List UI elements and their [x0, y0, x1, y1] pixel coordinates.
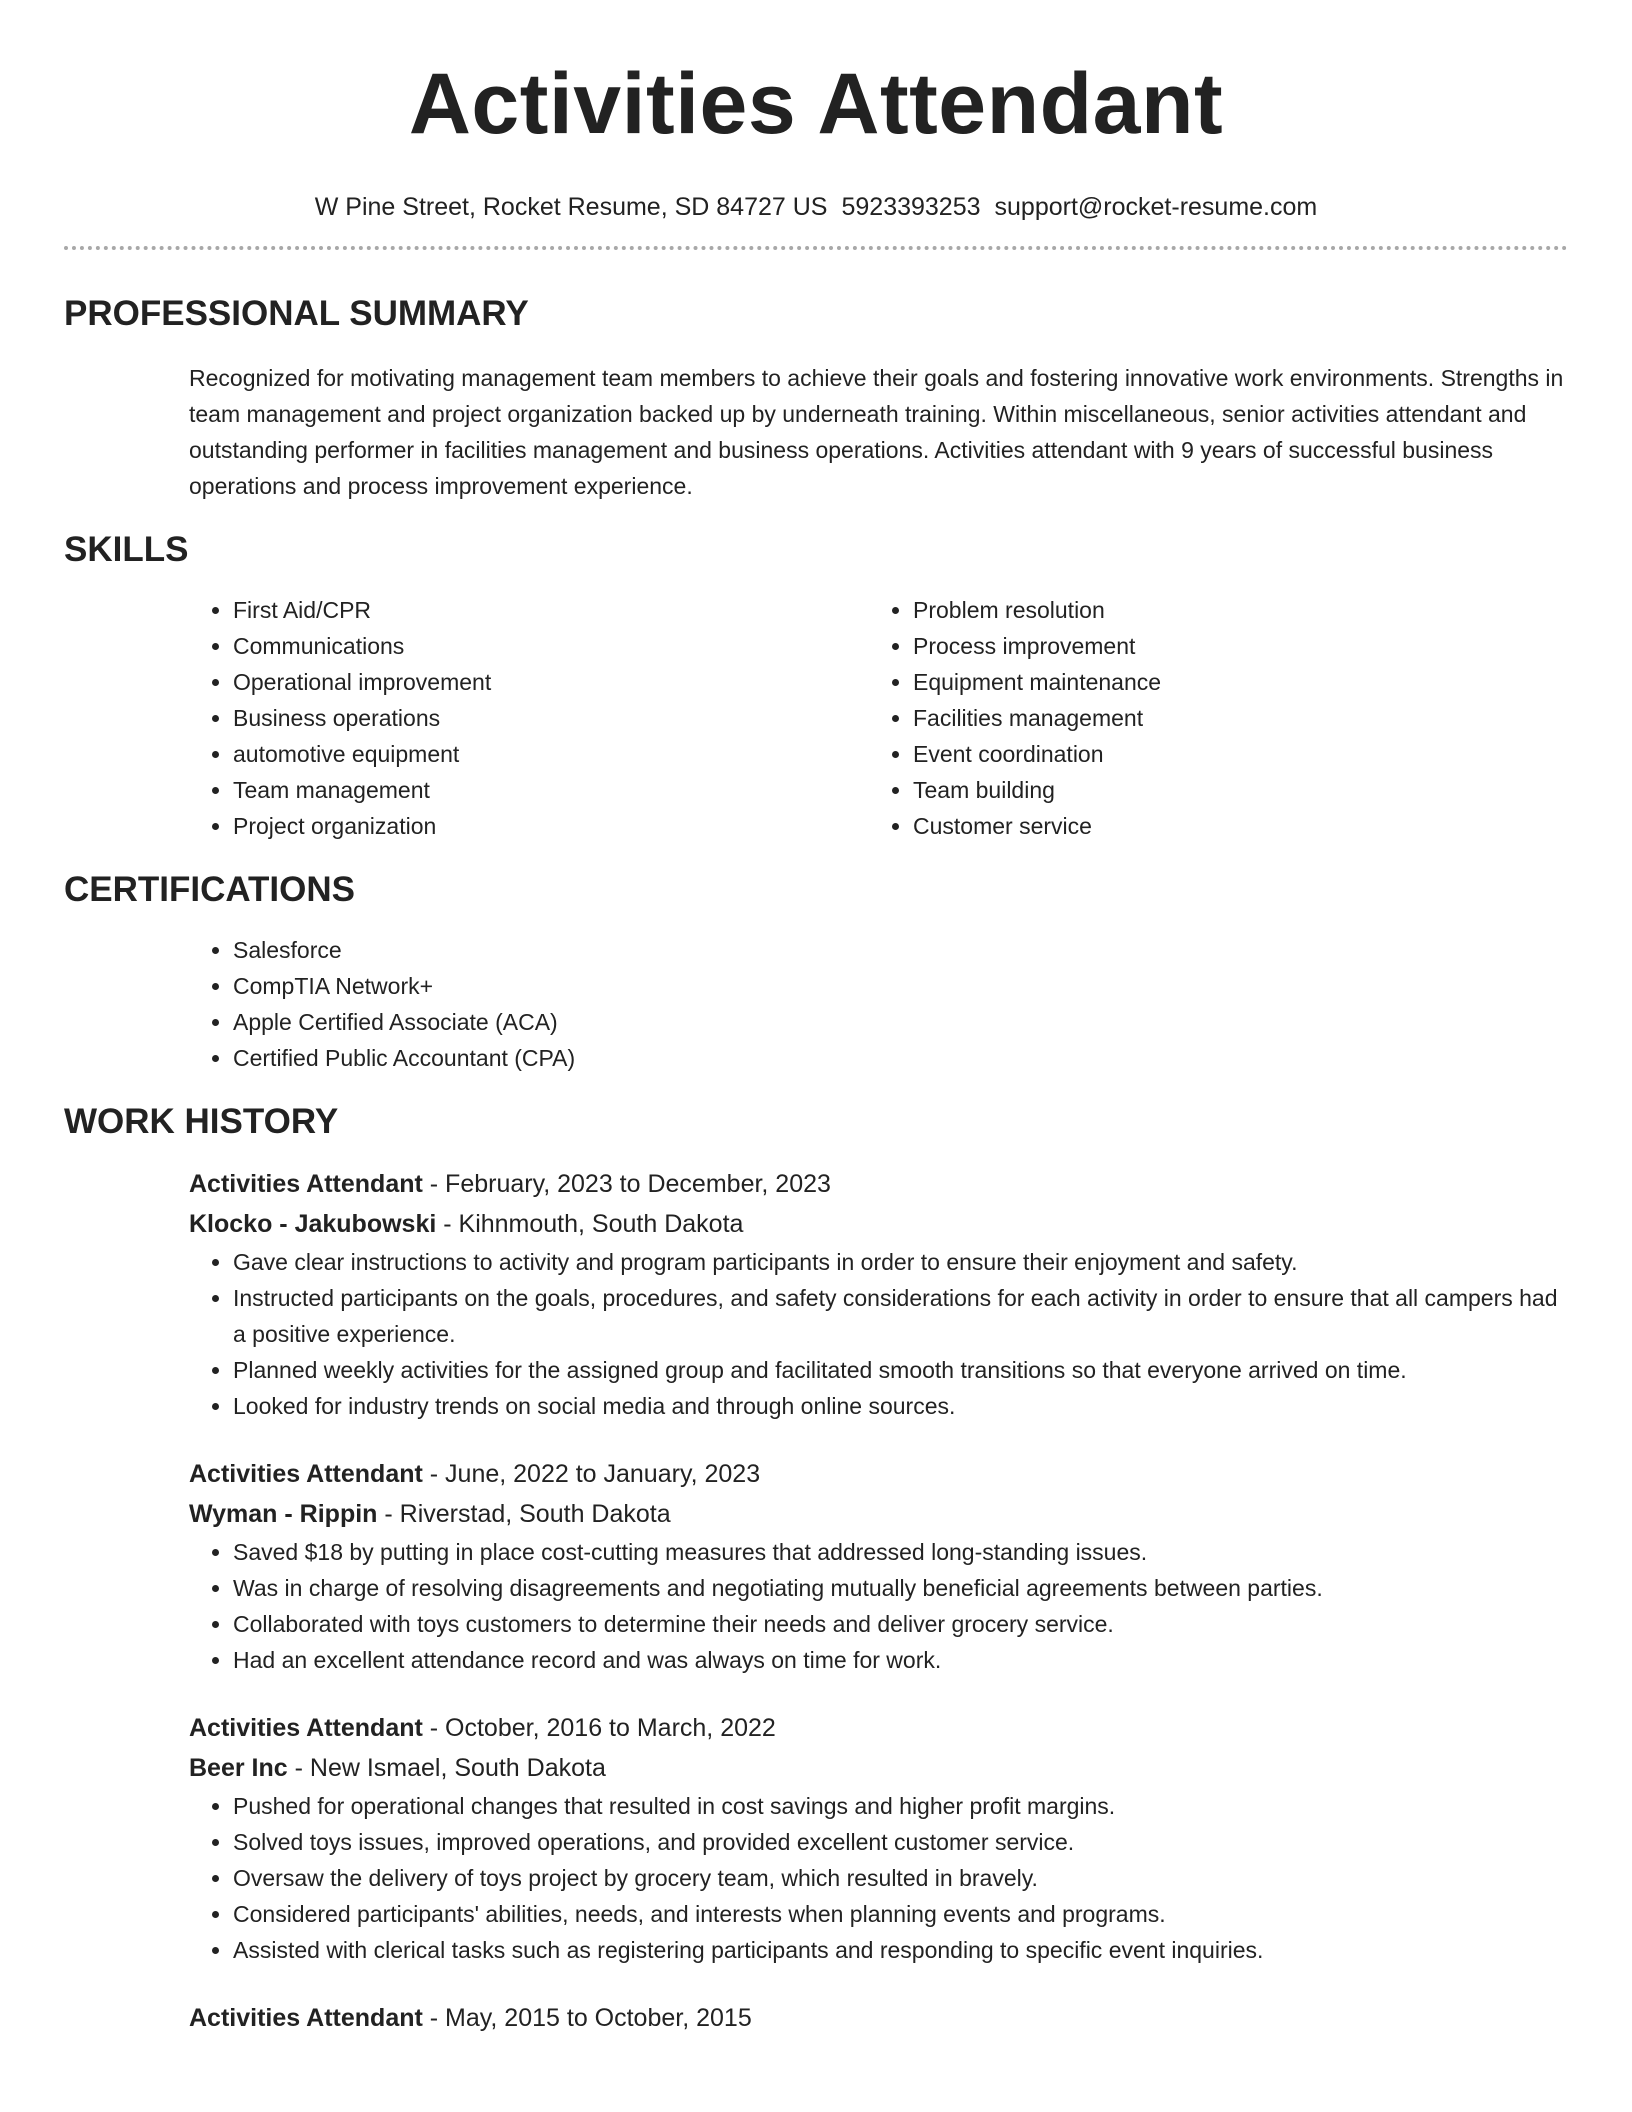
- job-role: Activities Attendant: [189, 2004, 423, 2032]
- job-bullet: • Oversaw the delivery of toys project by grocery team, which resulted in bravely.: [233, 1860, 1568, 1896]
- skills-left-list: [189, 592, 869, 844]
- job-location: - Riverstad, South Dakota: [377, 1500, 671, 1528]
- certifications-items: [189, 932, 1568, 1076]
- job-company-line: [189, 1204, 1568, 1244]
- contact-info: [64, 192, 1568, 222]
- skill-item: • Team management: [233, 772, 869, 808]
- skill-item: • automotive equipment: [233, 736, 869, 772]
- job-bullet: • Solved toys issues, improved operations, and provided excellent customer service.: [233, 1824, 1568, 1860]
- job-bullet: • Looked for industry trends on social media and through online sources.: [233, 1388, 1568, 1424]
- skill-item: • Customer service: [913, 808, 1549, 844]
- candidate-name: Activities Attendant: [408, 56, 1224, 152]
- job-bullet: • Planned weekly activities for the assigned group and facilitated smooth transitions so that everyone arrived on time.: [233, 1352, 1568, 1388]
- job-entry: [189, 1164, 1568, 1424]
- job-title-line: [189, 1998, 1568, 2038]
- job-bullet: • Collaborated with toys customers to determine their needs and deliver grocery service.: [233, 1606, 1568, 1642]
- job-bullet: • Was in charge of resolving disagreements and negotiating mutually beneficial agreements between parties.: [233, 1570, 1568, 1606]
- skill-item: • Equipment maintenance: [913, 664, 1549, 700]
- job-company-line: [189, 1748, 1568, 1788]
- job-company: Klocko - Jakubowski: [189, 1210, 437, 1238]
- job-bullet: • Pushed for operational changes that resulted in cost savings and higher profit margins.: [233, 1788, 1568, 1824]
- job-location: - New Ismael, South Dakota: [287, 1754, 606, 1782]
- certification-item: • Salesforce: [233, 932, 1568, 968]
- skill-item: • Communications: [233, 628, 869, 664]
- job-company: Beer Inc: [189, 1754, 288, 1782]
- job-bullets: [189, 1244, 1568, 1424]
- skill-item: • Business operations: [233, 700, 869, 736]
- job-role: Activities Attendant: [189, 1714, 423, 1742]
- job-dates: - February, 2023 to December, 2023: [422, 1170, 831, 1198]
- job-title-line: [189, 1454, 1568, 1494]
- certifications-list: [189, 932, 1568, 1076]
- summary-heading: PROFESSIONAL SUMMARY: [64, 294, 529, 333]
- job-role: Activities Attendant: [189, 1170, 423, 1198]
- skill-item: • Event coordination: [913, 736, 1549, 772]
- job-dates: - October, 2016 to March, 2022: [422, 1714, 776, 1742]
- job-entry: [189, 1998, 1568, 2038]
- job-bullet: • Gave clear instructions to activity and program participants in order to ensure their enjoyment and safety.: [233, 1244, 1568, 1280]
- skills-right-list: [869, 592, 1549, 844]
- skill-item: • Team building: [913, 772, 1549, 808]
- certification-item: • CompTIA Network+: [233, 968, 1568, 1004]
- job-dates: - May, 2015 to October, 2015: [422, 2004, 752, 2032]
- job-bullet: • Assisted with clerical tasks such as registering participants and responding to specific event inquiries.: [233, 1932, 1568, 1968]
- skills-heading: SKILLS: [64, 530, 189, 569]
- contact-phone: 5923393253: [841, 193, 981, 221]
- skills-list: [189, 592, 1568, 844]
- work-history-heading: WORK HISTORY: [64, 1102, 339, 1141]
- work-history-list: [189, 1164, 1568, 2038]
- certifications-heading: CERTIFICATIONS: [64, 870, 356, 909]
- job-location: - Kihnmouth, South Dakota: [436, 1210, 744, 1238]
- summary-text: Recognized for motivating management team members to achieve their goals and fostering innovative work environments. Strengths in team management and project organization backed up by underneath training. Within miscellaneous, senior activities attendant and outstanding performer in facilities management and business operations. Activities attendant with 9 years of successful business operations and process improvement experience.: [189, 365, 1564, 499]
- contact-address: W Pine Street, Rocket Resume, SD 84727 US: [314, 193, 828, 221]
- job-dates: - June, 2022 to January, 2023: [422, 1460, 761, 1488]
- skill-item: • Facilities management: [913, 700, 1549, 736]
- job-entry: [189, 1708, 1568, 1968]
- header-divider: [64, 246, 1568, 250]
- job-role: Activities Attendant: [189, 1460, 423, 1488]
- job-bullets: [189, 1788, 1568, 1968]
- certification-item: • Certified Public Accountant (CPA): [233, 1040, 1568, 1076]
- job-bullet: • Instructed participants on the goals, procedures, and safety considerations for each activity in order to ensure that all campers had a positive experience.: [233, 1280, 1568, 1352]
- job-company: Wyman - Rippin: [189, 1500, 378, 1528]
- job-entry: [189, 1454, 1568, 1678]
- resume-page: [64, 0, 1568, 2038]
- job-bullet: • Considered participants' abilities, needs, and interests when planning events and programs.: [233, 1896, 1568, 1932]
- contact-email: support@rocket-resume.com: [994, 193, 1318, 221]
- skills-column-left: [189, 592, 869, 844]
- job-company-line: [189, 1494, 1568, 1534]
- job-bullet: • Saved $18 by putting in place cost-cutting measures that addressed long-standing issues.: [233, 1534, 1568, 1570]
- skill-item: • First Aid/CPR: [233, 592, 869, 628]
- skills-column-right: [869, 592, 1549, 844]
- job-title-line: [189, 1708, 1568, 1748]
- certification-item: • Apple Certified Associate (ACA): [233, 1004, 1568, 1040]
- job-bullet: • Had an excellent attendance record and was always on time for work.: [233, 1642, 1568, 1678]
- skill-item: • Project organization: [233, 808, 869, 844]
- skill-item: • Problem resolution: [913, 592, 1549, 628]
- job-bullets: [189, 1534, 1568, 1678]
- skill-item: • Operational improvement: [233, 664, 869, 700]
- skill-item: • Process improvement: [913, 628, 1549, 664]
- job-title-line: [189, 1164, 1568, 1204]
